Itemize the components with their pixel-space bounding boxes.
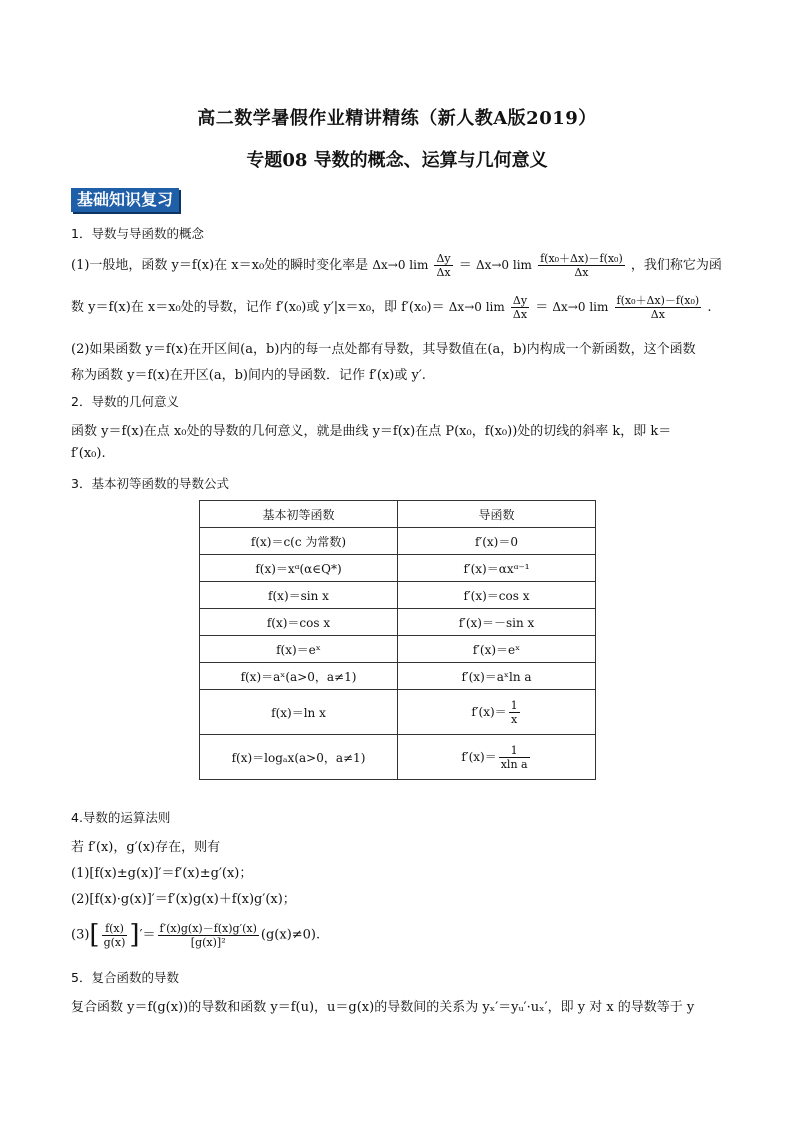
fraction-den: Δx <box>512 308 528 321</box>
sec2-para1: 函数 y＝f(x)在点 x₀处的导数的几何意义，就是曲线 y＝f(x)在点 P(x₀，f(x₀))处的切线的斜率 k，即 k＝ <box>71 424 672 439</box>
sec3-heading: 3．基本初等函数的导数公式 <box>71 476 229 491</box>
sec1-text-c: 数 y＝f(x)在 x＝x₀处的导数，记作 f′(x₀)或 y′|x＝x₀，即 f′(x₀)＝ <box>71 300 445 315</box>
table-cell-derivative <box>398 735 596 780</box>
fraction-num: f(x) <box>102 922 128 936</box>
sec1-text-a: (1)一般地，函数 y＝f(x)在 x＝x₀处的瞬时变化率是 <box>71 258 369 273</box>
limit-symbol: Δx→0 lim <box>448 300 505 314</box>
document-subtitle: 专题08 导数的概念、运算与几何意义 <box>246 150 548 171</box>
table-cell-function: f(x)＝aˣ(a>0，a≠1) <box>200 663 398 690</box>
derivative-prefix: f′(x)＝ <box>471 704 507 719</box>
sec5-para1: 复合函数 y＝f(g(x))的导数和函数 y＝f(u)，u＝g(x)的导数间的关系为 yₓ′＝yᵤ′·uₓ′，即 y 对 x 的导数等于 y <box>71 1000 695 1015</box>
rule3-mid: ′＝ <box>139 927 156 943</box>
table-row <box>200 735 596 780</box>
table-header-cell: 基本初等函数 <box>200 501 398 528</box>
table-cell-derivative: f′(x)＝aˣln a <box>398 663 596 690</box>
fraction-dy-dx <box>511 294 529 321</box>
left-bracket: [ <box>89 920 100 950</box>
fraction-derivative <box>509 699 520 726</box>
fraction-den: g(x) <box>103 935 126 949</box>
equals-sign: ＝ <box>458 258 472 273</box>
table-cell-function: f(x)＝sin x <box>200 582 398 609</box>
table-row <box>200 582 596 609</box>
fraction-den: [g(x)]² <box>190 935 226 949</box>
table-cell-derivative: f′(x)＝－sin x <box>398 609 596 636</box>
fraction-difference-quotient <box>615 294 702 321</box>
fraction-num: f(x₀＋Δx)－f(x₀) <box>540 252 623 265</box>
sec1-para1 <box>71 252 722 279</box>
sec1-text-b: ，我们称它为函 <box>630 258 722 273</box>
fraction-den: Δx <box>650 308 665 321</box>
fraction-num: 1 <box>510 698 518 712</box>
table-header-cell: 导函数 <box>398 501 596 528</box>
table-header-row <box>200 501 596 528</box>
sec4-rule1: (1)[f(x)±g(x)]′＝f′(x)±g′(x)； <box>71 866 253 881</box>
table-cell-derivative: f′(x)＝0 <box>398 528 596 555</box>
sec4-intro: 若 f′(x)，g′(x)存在，则有 <box>71 840 221 855</box>
table-cell-function: f(x)＝eˣ <box>200 636 398 663</box>
fraction-num: 1 <box>499 744 530 758</box>
period: . <box>707 300 712 315</box>
fraction-derivative <box>499 744 530 771</box>
limit-symbol: Δx→0 lim <box>475 258 532 272</box>
derivative-prefix: f′(x)＝ <box>461 749 497 764</box>
limit-symbol: Δx→0 lim <box>552 300 609 314</box>
table-row <box>200 609 596 636</box>
sec1-para2 <box>71 294 711 321</box>
fraction-num: f′(x)g(x)－f(x)g′(x) <box>159 921 257 935</box>
equals-sign: ＝ <box>535 300 549 315</box>
rule3-prefix: (3) <box>71 927 90 943</box>
table-cell-function: f(x)＝xᵅ(α∈Q*) <box>200 555 398 582</box>
sec4-rule3 <box>71 920 320 950</box>
sec1-para3: (2)如果函数 y＝f(x)在开区间(a，b)内的每一点处都有导数，其导数值在(a，b)内构成一个新函数，这个函数 <box>71 342 696 357</box>
derivative-formula-table <box>199 500 596 780</box>
table-row <box>200 636 596 663</box>
fraction-den: x <box>511 712 518 726</box>
table-cell-derivative: f′(x)＝cos x <box>398 582 596 609</box>
sec2-para2: f′(x₀). <box>71 446 106 461</box>
sec5-heading: 5．复合函数的导数 <box>71 970 179 985</box>
fraction-num: Δy <box>436 252 451 265</box>
table-cell-derivative <box>398 690 596 735</box>
fraction-den: Δx <box>574 266 589 279</box>
right-bracket: ] <box>129 920 140 950</box>
fraction-difference-quotient <box>538 252 625 279</box>
table-cell-derivative: f′(x)＝eˣ <box>398 636 596 663</box>
table-row <box>200 555 596 582</box>
fraction-f-over-g <box>102 922 128 949</box>
sec4-heading: 4.导数的运算法则 <box>71 810 171 825</box>
section-badge: 基础知识复习 <box>71 188 179 212</box>
table-row <box>200 663 596 690</box>
table-row <box>200 528 596 555</box>
table-cell-derivative: f′(x)＝αxᵅ⁻¹ <box>398 555 596 582</box>
fraction-dy-dx <box>434 252 452 279</box>
table-cell-function: f(x)＝ln x <box>200 690 398 735</box>
limit-symbol: Δx→0 lim <box>372 258 429 272</box>
sec2-heading: 2．导数的几何意义 <box>71 394 179 409</box>
sec1-para4: 称为函数 y＝f(x)在开区(a，b)间内的导函数．记作 f′(x)或 y′. <box>71 368 426 383</box>
fraction-den: xln a <box>500 757 528 771</box>
sec1-heading: 1．导数与导函数的概念 <box>71 226 204 241</box>
table-cell-function: f(x)＝logₐx(a>0，a≠1) <box>200 735 398 780</box>
fraction-num: Δy <box>512 294 528 307</box>
sec4-rule2: (2)[f(x)·g(x)]′＝f′(x)g(x)＋f(x)g′(x)； <box>71 892 296 907</box>
document-title: 高二数学暑假作业精讲精练（新人教A版2019） <box>197 108 597 129</box>
table-row <box>200 690 596 735</box>
rule3-condition: (g(x)≠0). <box>260 927 321 943</box>
table-cell-function: f(x)＝c(c 为常数) <box>200 528 398 555</box>
fraction-quotient-rule <box>158 922 259 949</box>
fraction-num: f(x₀＋Δx)－f(x₀) <box>616 294 700 307</box>
table-cell-function: f(x)＝cos x <box>200 609 398 636</box>
fraction-den: Δx <box>436 266 451 279</box>
